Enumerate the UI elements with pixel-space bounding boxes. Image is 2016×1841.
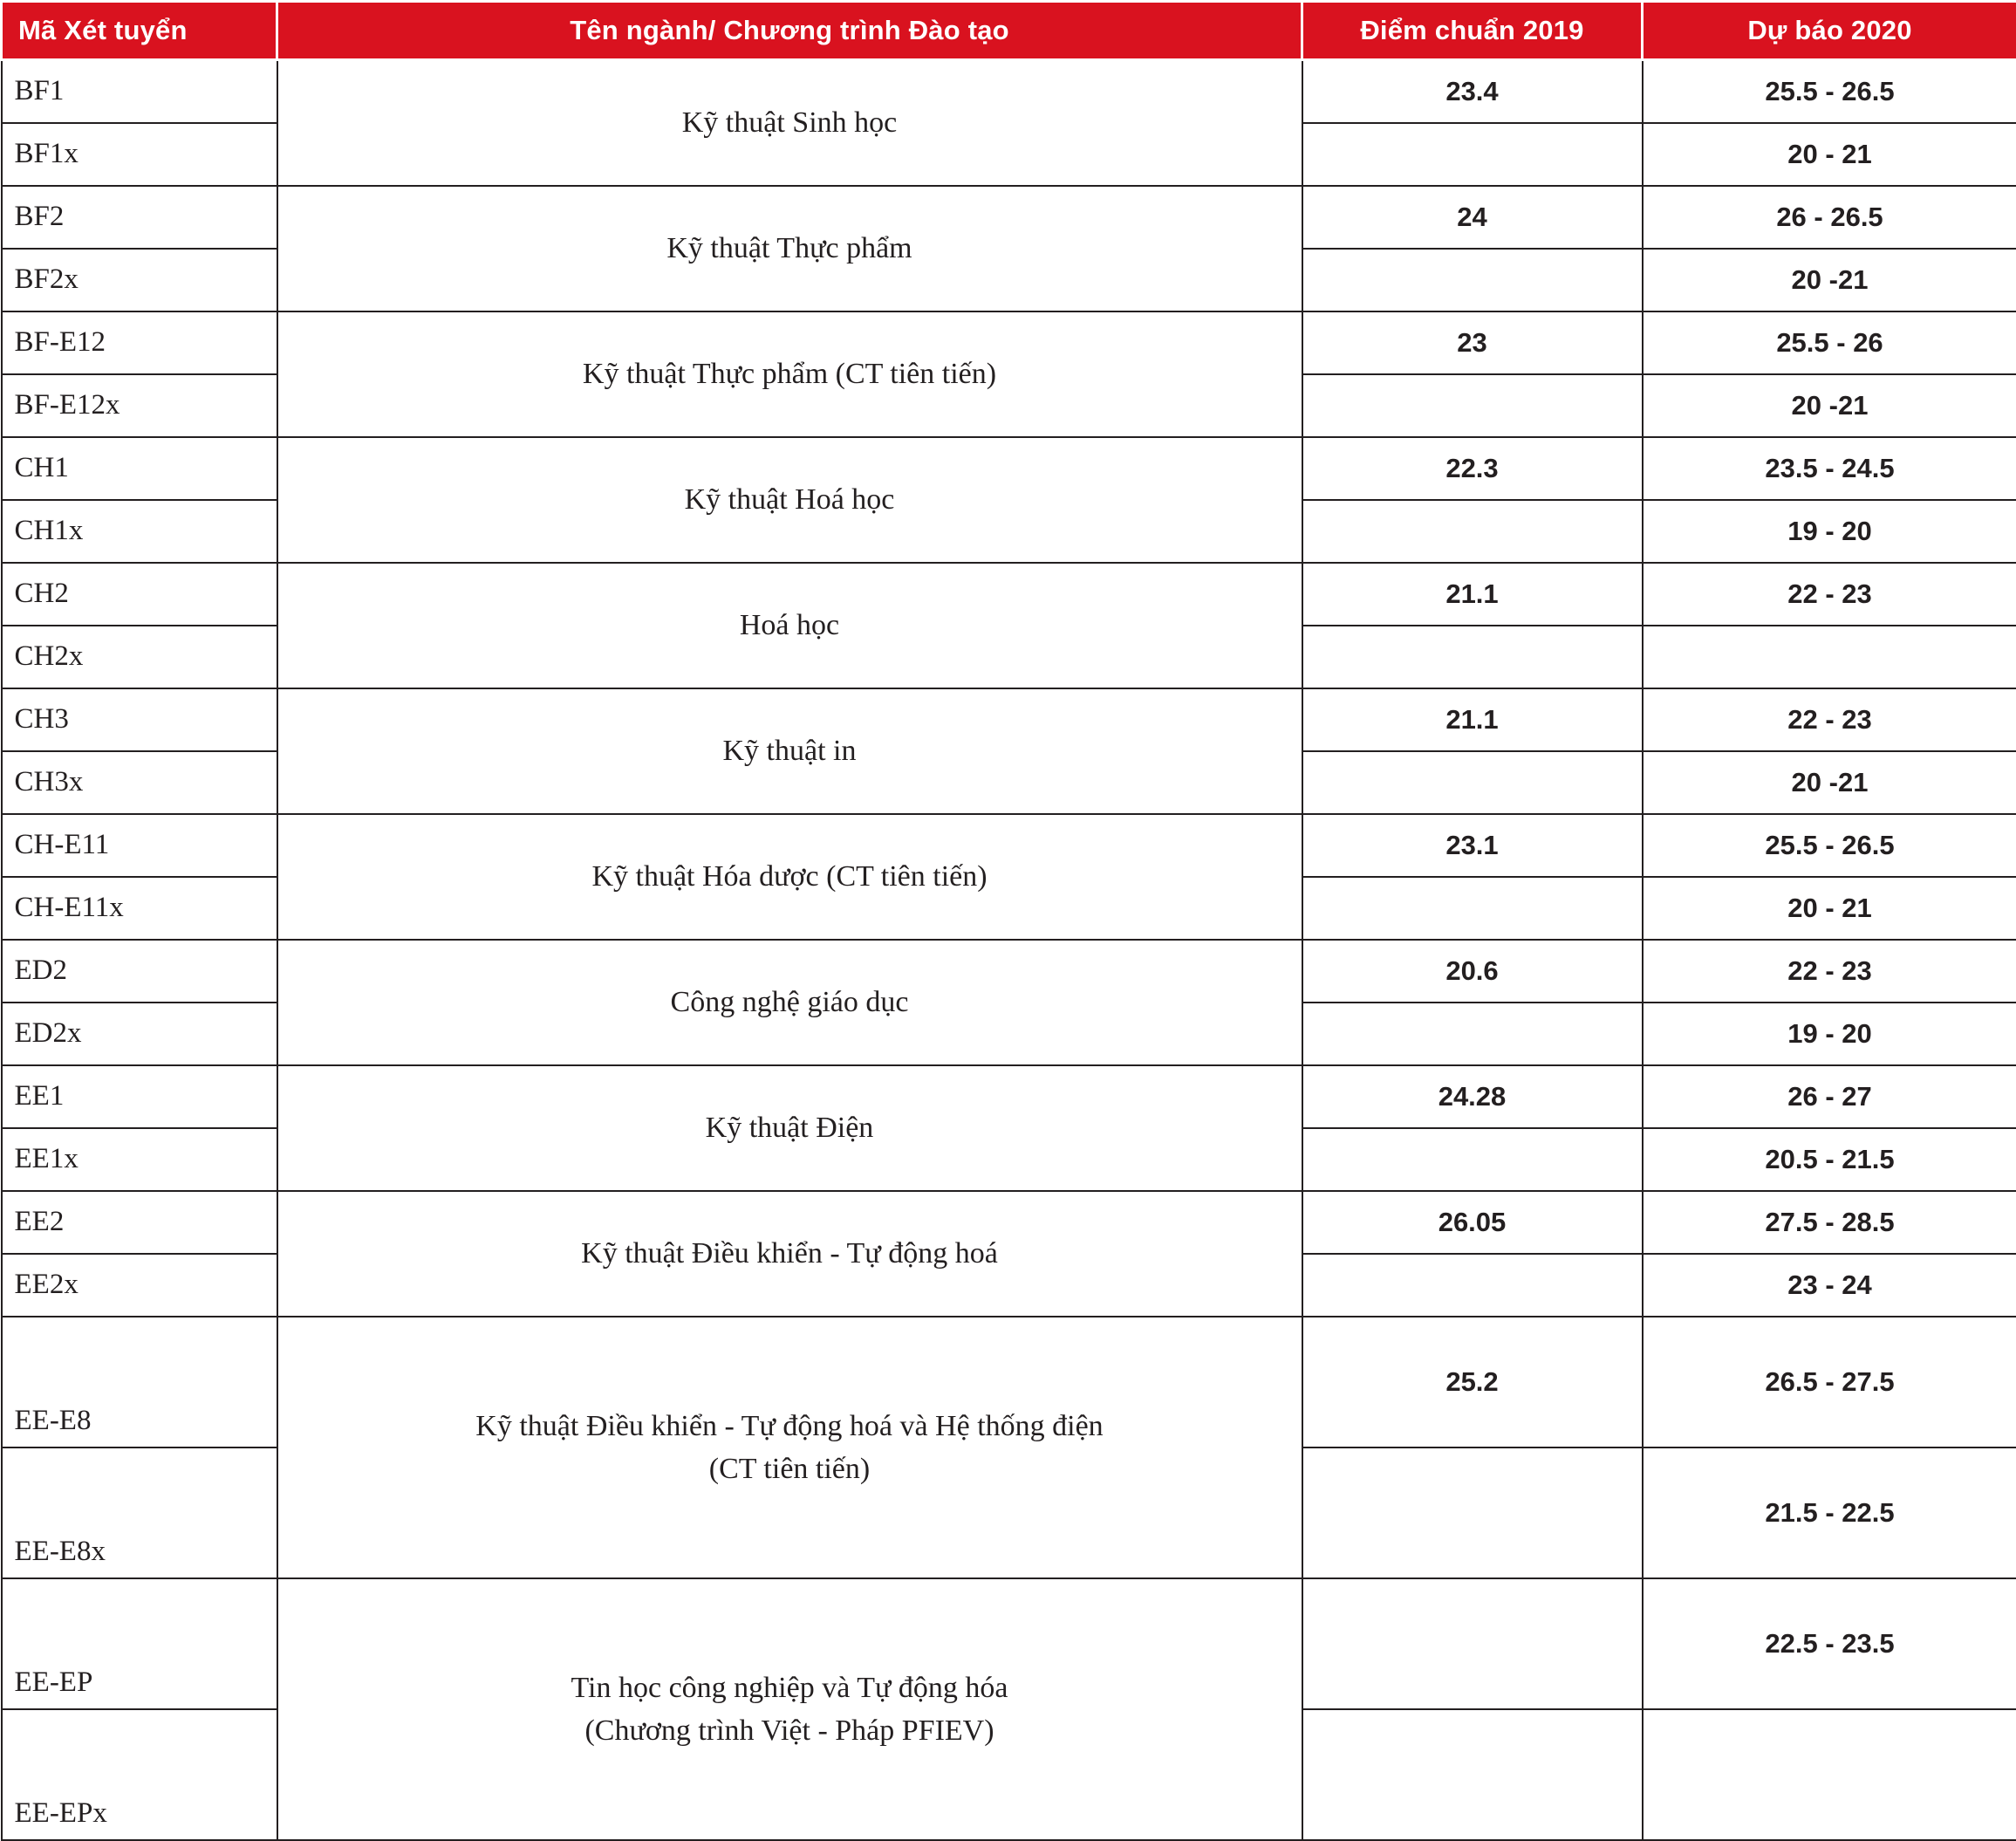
cell-program-name: Kỹ thuật Hóa dược (CT tiên tiến) <box>277 814 1302 940</box>
table-row <box>2 437 2016 500</box>
cell-score-2019: 26.05 <box>1302 1191 1643 1254</box>
column-header-forecast-2020: Dự báo 2020 <box>1643 2 2016 60</box>
cell-forecast-2020: 26 - 27 <box>1643 1065 2016 1128</box>
cell-code: BF-E12 <box>2 311 277 374</box>
table-body <box>2 60 2016 1841</box>
cell-forecast-2020: 20.5 - 21.5 <box>1643 1128 2016 1191</box>
cell-forecast-2020: 20 - 21 <box>1643 123 2016 186</box>
table-row <box>2 688 2016 751</box>
cell-score-2019 <box>1302 1128 1643 1191</box>
cell-code: EE1x <box>2 1128 277 1191</box>
cell-forecast-2020: 22 - 23 <box>1643 940 2016 1003</box>
cell-code: CH1x <box>2 500 277 563</box>
cell-score-2019 <box>1302 1254 1643 1317</box>
cell-forecast-2020: 26 - 26.5 <box>1643 186 2016 249</box>
cell-program-name: Kỹ thuật Hoá học <box>277 437 1302 563</box>
table-row <box>2 1578 2016 1709</box>
cell-forecast-2020 <box>1643 626 2016 688</box>
table-header <box>2 2 2016 60</box>
cell-score-2019 <box>1302 626 1643 688</box>
cell-code: CH3 <box>2 688 277 751</box>
cell-program-name <box>277 1317 1302 1578</box>
cell-score-2019: 24.28 <box>1302 1065 1643 1128</box>
table-row <box>2 60 2016 124</box>
cell-code: BF-E12x <box>2 374 277 437</box>
cell-forecast-2020: 23 - 24 <box>1643 1254 2016 1317</box>
cell-score-2019: 23 <box>1302 311 1643 374</box>
table-row <box>2 1065 2016 1128</box>
cell-score-2019: 25.2 <box>1302 1317 1643 1447</box>
cell-code: CH1 <box>2 437 277 500</box>
column-header-program: Tên ngành/ Chương trình Đào tạo <box>277 2 1302 60</box>
cell-code: EE2 <box>2 1191 277 1254</box>
cell-program-name: Kỹ thuật Sinh học <box>277 60 1302 187</box>
cell-code: EE2x <box>2 1254 277 1317</box>
cell-score-2019: 20.6 <box>1302 940 1643 1003</box>
cell-code: BF2 <box>2 186 277 249</box>
column-header-code: Mã Xét tuyển <box>2 2 277 60</box>
cell-program-name: Kỹ thuật Điện <box>277 1065 1302 1191</box>
cell-code: ED2 <box>2 940 277 1003</box>
cell-code: BF2x <box>2 249 277 311</box>
header-row <box>2 2 2016 60</box>
cell-score-2019 <box>1302 751 1643 814</box>
cell-score-2019 <box>1302 123 1643 186</box>
cell-forecast-2020: 19 - 20 <box>1643 1003 2016 1065</box>
cell-forecast-2020 <box>1643 1709 2016 1840</box>
cell-program-name: Hoá học <box>277 563 1302 688</box>
cell-forecast-2020: 25.5 - 26 <box>1643 311 2016 374</box>
column-header-score-2019: Điểm chuẩn 2019 <box>1302 2 1643 60</box>
cell-forecast-2020: 20 -21 <box>1643 751 2016 814</box>
cell-score-2019 <box>1302 374 1643 437</box>
cell-score-2019: 21.1 <box>1302 563 1643 626</box>
cell-code: EE-E8x <box>2 1447 277 1578</box>
cell-score-2019: 24 <box>1302 186 1643 249</box>
table-row <box>2 1191 2016 1254</box>
cell-code: EE-E8 <box>2 1317 277 1447</box>
cell-code: EE-EPx <box>2 1709 277 1840</box>
cell-code: ED2x <box>2 1003 277 1065</box>
cell-score-2019 <box>1302 1003 1643 1065</box>
cell-forecast-2020: 25.5 - 26.5 <box>1643 814 2016 877</box>
cell-score-2019 <box>1302 249 1643 311</box>
cell-forecast-2020: 27.5 - 28.5 <box>1643 1191 2016 1254</box>
program-name-line-1: Tin học công nghiệp và Tự động hóa <box>296 1666 1284 1709</box>
cell-code: EE1 <box>2 1065 277 1128</box>
cell-score-2019 <box>1302 500 1643 563</box>
cell-forecast-2020: 22 - 23 <box>1643 563 2016 626</box>
cell-code: BF1x <box>2 123 277 186</box>
cell-program-name: Kỹ thuật in <box>277 688 1302 814</box>
cell-score-2019 <box>1302 1709 1643 1840</box>
cell-forecast-2020: 22 - 23 <box>1643 688 2016 751</box>
table-row <box>2 186 2016 249</box>
table-row <box>2 814 2016 877</box>
cell-code: CH-E11 <box>2 814 277 877</box>
cell-score-2019: 22.3 <box>1302 437 1643 500</box>
cell-score-2019 <box>1302 1447 1643 1578</box>
program-name-line-1: Kỹ thuật Điều khiển - Tự động hoá và Hệ thống điện <box>296 1405 1284 1447</box>
table-row <box>2 940 2016 1003</box>
cell-program-name: Công nghệ giáo dục <box>277 940 1302 1065</box>
cell-score-2019 <box>1302 877 1643 940</box>
cell-code: CH2x <box>2 626 277 688</box>
table-row <box>2 563 2016 626</box>
cell-program-name: Kỹ thuật Thực phẩm (CT tiên tiến) <box>277 311 1302 437</box>
cell-score-2019: 23.4 <box>1302 60 1643 124</box>
cell-code: BF1 <box>2 60 277 124</box>
cell-forecast-2020: 26.5 - 27.5 <box>1643 1317 2016 1447</box>
cell-forecast-2020: 20 - 21 <box>1643 877 2016 940</box>
cell-code: CH2 <box>2 563 277 626</box>
program-name-line-2: (Chương trình Việt - Pháp PFIEV) <box>296 1709 1284 1752</box>
cell-forecast-2020: 23.5 - 24.5 <box>1643 437 2016 500</box>
table-row <box>2 1317 2016 1447</box>
table-row <box>2 311 2016 374</box>
cell-code: CH-E11x <box>2 877 277 940</box>
cell-score-2019 <box>1302 1578 1643 1709</box>
cell-forecast-2020: 25.5 - 26.5 <box>1643 60 2016 124</box>
program-name-line-2: (CT tiên tiến) <box>296 1447 1284 1490</box>
cell-program-name <box>277 1578 1302 1840</box>
cell-code: EE-EP <box>2 1578 277 1709</box>
cell-score-2019: 21.1 <box>1302 688 1643 751</box>
cell-score-2019: 23.1 <box>1302 814 1643 877</box>
cell-code: CH3x <box>2 751 277 814</box>
cell-forecast-2020: 20 -21 <box>1643 249 2016 311</box>
cell-forecast-2020: 21.5 - 22.5 <box>1643 1447 2016 1578</box>
cell-forecast-2020: 22.5 - 23.5 <box>1643 1578 2016 1709</box>
cell-forecast-2020: 20 -21 <box>1643 374 2016 437</box>
cell-program-name: Kỹ thuật Điều khiển - Tự động hoá <box>277 1191 1302 1317</box>
cell-program-name: Kỹ thuật Thực phẩm <box>277 186 1302 311</box>
cell-forecast-2020: 19 - 20 <box>1643 500 2016 563</box>
